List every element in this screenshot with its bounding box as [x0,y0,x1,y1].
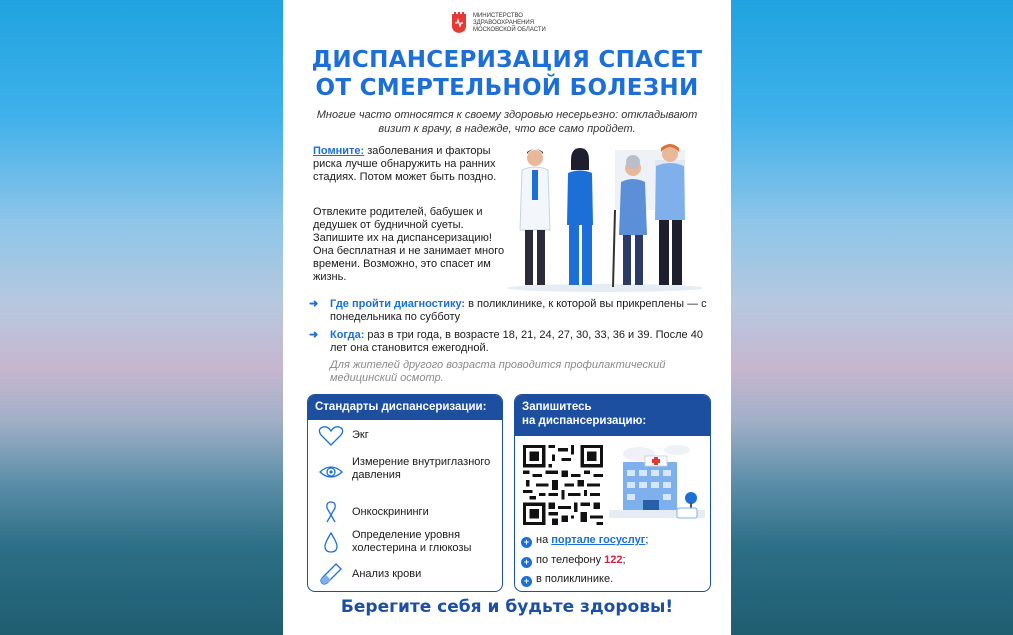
test-tube-icon [318,562,344,586]
when-label: Когда: [330,329,365,341]
standard-label: Измерение внутриглазного давления [352,456,491,481]
phone-number: 122 [604,554,623,566]
where-label: Где пройти диагностику: [330,298,466,310]
standards-heading: Стандарты диспансеризации: [308,395,502,420]
poster [283,0,731,635]
remember-highlight: Помните: [313,145,365,157]
ministry-line-1: МИНИСТЕРСТВО [473,12,523,19]
distract-paragraph: Отвлеките родителей, бабушек и дедушек от будничной суеты. Запишите их на диспансеризацию! Она бесплатная и не занимает много времени. Возможно, это спасет им жизнь. [313,206,505,283]
plus-icon: + [521,576,532,587]
signup-option-gosuslugi [521,534,706,548]
option-text: на [536,534,552,546]
title-line-1: ДИСПАНСЕРИЗАЦИЯ СПАСЕТ [311,47,703,73]
option-text: в поликлинике. [536,573,614,585]
heart-icon [318,424,344,448]
gosuslugi-link[interactable]: портале госуслуг [551,534,646,546]
remember-text: заболевания и факторы риска лучше обнаружить на ранних стадиях. Потом может быть поздно. [313,145,497,183]
people-illustration [505,140,705,292]
drop-icon [318,531,344,555]
option-text: по телефону [536,554,605,566]
arrow-right-icon: ➜ [309,329,319,341]
standards-box [307,394,503,592]
title-line-2: ОТ СМЕРТЕЛЬНОЙ БОЛЕЗНИ [315,75,699,101]
ministry-emblem-icon [451,12,467,34]
where-info [309,298,709,324]
age-note: Для жителей другого возраста проводится профилактический медицинский осмотр. [330,359,666,384]
remember-paragraph [313,145,503,184]
where-value: в поликлинике, к которой вы прикреплены — с понедельника по субботу [330,298,707,323]
ministry-line-2: ЗДРАВООХРАНЕНИЯ [473,19,535,26]
signup-option-phone [521,554,706,568]
poster-title [283,46,731,102]
footer-slogan: Берегите себя и будьте здоровы! [340,597,674,617]
when-value: раз в три года, в возрасте 18, 21, 24, 27, 30, 33, 36 и 39. После 40 лет она становится ежегодной. [330,329,703,354]
signup-option-clinic [521,573,706,587]
signup-heading-line-2: на диспансеризацию: [522,415,647,427]
standard-label: Анализ крови [352,568,422,580]
standard-label: Онкоскрининги [352,506,429,518]
ministry-line-3: МОСКОВСКОЙ ОБЛАСТИ [473,26,546,33]
signup-heading-line-1: Запишитесь [522,401,592,413]
subtitle: Многие часто относятся к своему здоровью несерьезно: откладывают визит к врачу, в надежде, что все само пройдет. [316,109,698,135]
ministry-logo [451,12,553,34]
plus-icon: + [521,557,532,568]
ribbon-icon [318,500,344,524]
where-text [330,298,709,324]
option-text: ; [622,554,626,566]
eye-icon [318,460,344,484]
signup-heading [515,395,710,436]
when-text [330,329,709,355]
option-text: ; [645,534,649,546]
hospital-illustration [607,440,705,525]
qr-code[interactable] [523,445,603,525]
standard-label: Экг [352,429,369,441]
when-info [309,329,709,355]
ministry-name [473,13,553,34]
standard-label: Определение уровня холестерина и глюкозы [352,529,472,554]
arrow-right-icon: ➜ [309,298,319,310]
signup-box [514,394,711,592]
plus-icon: + [521,537,532,548]
